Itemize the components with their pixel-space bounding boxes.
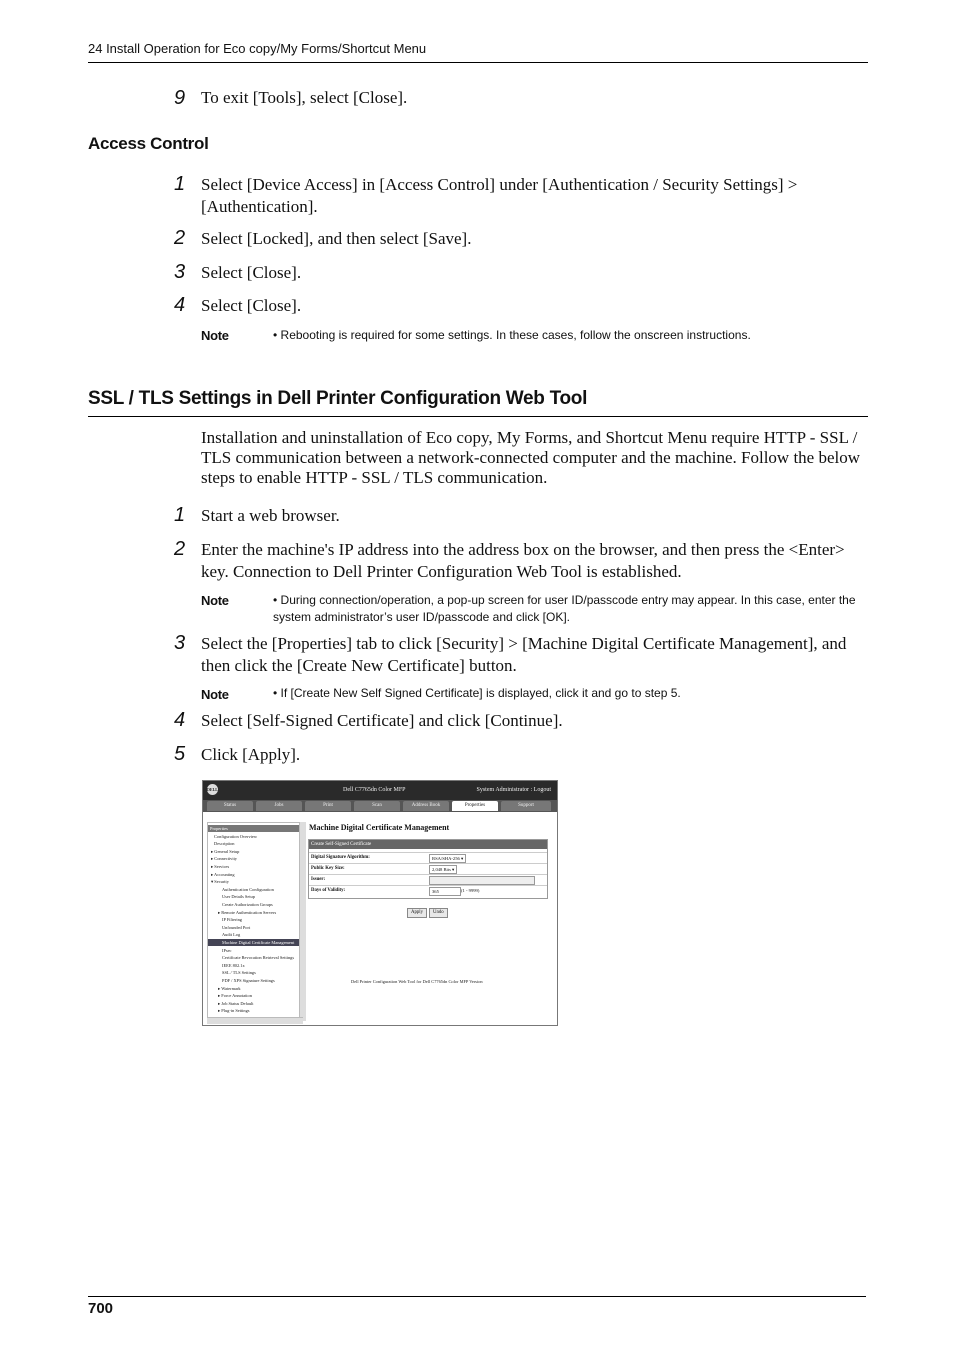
step-number: 4 — [174, 294, 186, 316]
field-row — [309, 885, 547, 897]
tab-scan[interactable]: Scan — [354, 801, 400, 811]
issuer-input[interactable] — [429, 876, 535, 885]
sidebar-horizontal-scrollbar[interactable] — [207, 1017, 303, 1024]
note-label: Note — [201, 328, 229, 343]
step-number: 5 — [174, 743, 186, 765]
field-label: Days of Validity: — [311, 888, 346, 893]
sidebar-item[interactable]: PDF / XPS Signature Settings — [222, 978, 275, 983]
panel-header: Create Self-Signed Certificate — [309, 840, 547, 849]
sidebar-item[interactable]: Properties — [208, 825, 302, 832]
public-key-size-select[interactable]: 2,048 Bits ▾ — [429, 865, 457, 874]
tab-support[interactable]: Support — [501, 801, 551, 811]
tab-status[interactable]: Status — [207, 801, 253, 811]
step-number: 4 — [174, 709, 186, 731]
step-text: To exit [Tools], select [Close]. — [201, 88, 408, 107]
sidebar-vertical-scrollbar[interactable] — [299, 822, 306, 1021]
field-label: Public Key Size: — [311, 866, 345, 871]
step-text: Select [Device Access] in [Access Control] under [Authentication / Security Settings] > [Authentication]. — [201, 175, 798, 216]
step-text: Enter the machine's IP address into the address box on the browser, and then press the <Enter> key. Connection to Dell Printer Configuration Web Tool is established. — [201, 540, 845, 581]
web-tool-tabbar — [203, 800, 557, 812]
step-text: Select [Self-Signed Certificate] and click [Continue]. — [201, 711, 563, 730]
ssl-intro-paragraph: Installation and uninstallation of Eco copy, My Forms, and Shortcut Menu require HTTP - SSL / TLS communication between a network-connected computer and the machine. Follow the below steps to enable HTTP - SSL / TLS communication. — [201, 428, 861, 487]
properties-sidebar — [207, 822, 303, 1021]
running-header — [88, 40, 868, 63]
sidebar-item[interactable]: IP Filtering — [222, 917, 242, 923]
sidebar-item[interactable]: ▸ Services — [211, 864, 230, 869]
access-control-heading: Access Control — [88, 134, 209, 153]
step-number: 1 — [174, 504, 186, 526]
sidebar-item[interactable]: ▸ Force Annotation — [218, 993, 252, 999]
tab-properties[interactable]: Properties — [452, 801, 498, 811]
sidebar-item[interactable]: Configuration Overview — [214, 833, 258, 839]
sidebar-item[interactable]: ▸ General Setup — [211, 848, 240, 854]
step-text: Start a web browser. — [201, 506, 340, 525]
footer-rule — [88, 1296, 866, 1297]
days-of-validity-input[interactable]: 365 — [429, 887, 461, 896]
tab-jobs[interactable]: Jobs — [256, 801, 302, 811]
step-number: 3 — [174, 261, 186, 283]
sidebar-item[interactable]: ▸ Accounting — [211, 871, 235, 877]
admin-logout-link[interactable]: System Administrator : Logout — [476, 787, 551, 793]
sidebar-item[interactable]: Unfounded Port — [222, 924, 251, 930]
sidebar-item[interactable]: IEEE 802.1x — [222, 962, 245, 968]
apply-button[interactable]: Apply — [407, 908, 427, 918]
sidebar-item[interactable]: ▸ Connectivity — [211, 856, 237, 862]
sidebar-item[interactable]: ▾ Security — [211, 879, 229, 885]
sidebar-item[interactable]: Machine Digital Certificate Management — [208, 939, 302, 946]
note-label: Note — [201, 593, 229, 608]
sidebar-item[interactable]: Certificate Revocation Retrieval Settings — [222, 955, 295, 961]
sidebar-item[interactable]: ▸ Watermark — [218, 985, 241, 991]
sidebar-item[interactable]: ▸ Remote Authentication Servers — [218, 909, 277, 915]
step-text: Select [Close]. — [201, 296, 302, 315]
note-label: Note — [201, 687, 229, 702]
sidebar-item[interactable]: Create Authorization Groups — [222, 902, 273, 907]
field-label: Issuer: — [311, 877, 326, 882]
sidebar-item[interactable]: User Details Setup — [222, 894, 255, 900]
header-title: 24 Install Operation for Eco copy/My Forms/Shortcut Menu — [88, 41, 427, 56]
dell-logo-icon: DELL — [207, 784, 218, 795]
tab-print[interactable]: Print — [305, 801, 351, 811]
web-tool-screenshot — [202, 780, 558, 1026]
product-name: Dell C7765dn Color MFP — [343, 787, 406, 793]
sidebar-item[interactable]: IPsec — [222, 947, 232, 953]
step-text: Select the [Properties] tab to click [Security] > [Machine Digital Certificate Management], and then click the [Create New Certificate] button. — [201, 634, 847, 675]
step-number: 3 — [174, 632, 186, 654]
sidebar-item[interactable]: Description — [214, 841, 235, 847]
note-text: • During connection/operation, a pop-up screen for user ID/passcode entry may appear. In this case, enter the system administrator’s user ID/passcode and click [OK]. — [273, 593, 856, 624]
web-tool-topbar — [203, 781, 557, 800]
sidebar-item[interactable]: ▸ Plug-in Settings — [218, 1008, 250, 1014]
note-text: • If [Create New Self Signed Certificate] is displayed, click it and go to step 5. — [273, 686, 681, 700]
step-text: Click [Apply]. — [201, 745, 301, 764]
sidebar-item[interactable]: SSL / TLS Settings — [222, 970, 256, 976]
signature-algorithm-select[interactable]: RSA/SHA-256 ▾ — [429, 854, 466, 863]
version-footer: Dell Printer Configuration Web Tool for Dell C7765dn Color MFP Version — [351, 979, 483, 984]
sidebar-item[interactable]: Audit Log — [222, 932, 241, 938]
step-text: Select [Close]. — [201, 263, 302, 282]
step-number: 1 — [174, 173, 186, 195]
validity-hint: (1 - 9999) — [461, 888, 480, 893]
step-number: 2 — [174, 227, 186, 249]
create-certificate-panel — [308, 839, 548, 899]
step-text: Select [Locked], and then select [Save]. — [201, 229, 472, 248]
undo-button[interactable]: Undo — [429, 908, 448, 918]
ssl-tls-section-heading: SSL / TLS Settings in Dell Printer Configuration Web Tool — [88, 388, 868, 417]
field-label: Digital Signature Algorithm: — [311, 855, 370, 860]
step-number: 2 — [174, 538, 186, 560]
step-number: 9 — [174, 87, 186, 109]
page-number: 700 — [88, 1300, 114, 1317]
sidebar-item[interactable]: Authentication Configuration — [222, 886, 274, 892]
note-text: • Rebooting is required for some settings. In these cases, follow the onscreen instructions. — [273, 328, 751, 342]
page-title: Machine Digital Certificate Management — [309, 823, 450, 832]
tab-address-book[interactable]: Address Book — [403, 801, 449, 811]
sidebar-item[interactable]: ▸ Job Status Default — [218, 1000, 254, 1006]
